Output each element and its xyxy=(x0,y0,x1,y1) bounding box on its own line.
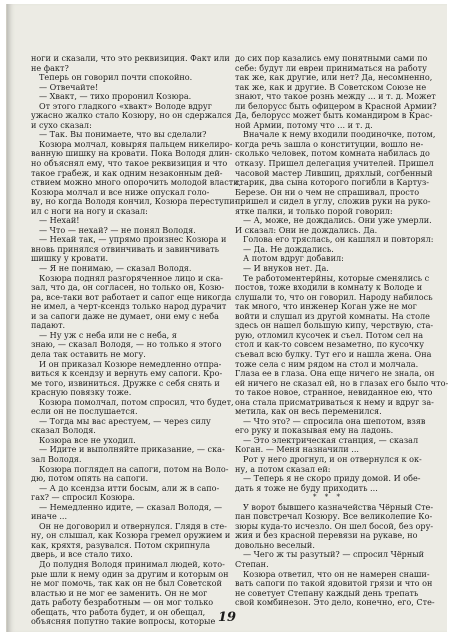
text-line: красную повязку тоже. xyxy=(31,387,132,398)
text-line: ли белорусс быть офицером в Красной Армии? xyxy=(235,100,437,111)
text-line: дю, потом опять на сапоги. xyxy=(31,473,149,484)
text-line: так же, как и другие. В Советском Союзе не xyxy=(235,81,427,92)
section-divider-stars: * * * xyxy=(313,493,343,502)
text-line: отказу. Пришел делегация учителей. Пришел xyxy=(235,158,434,169)
text-line: гах? — спросил Козюра. xyxy=(31,492,136,503)
text-line: знаю, — сказал Володя, — но только я этого xyxy=(31,339,222,350)
text-line: так много, что инженер Коган уже не мог xyxy=(235,301,417,312)
text-line: стол и как-то совсем незаметно, по кусочку xyxy=(235,339,424,350)
text-line: ей ничего не сказал ей, но в глазах его было что- xyxy=(235,377,449,388)
text-line: Козюра поднял разгоряченное лицо и ска- xyxy=(39,272,223,283)
text-line: рую, отломил кусочек и съел. Потом сел на xyxy=(235,329,424,340)
text-line: не мог помочь, так как он не был Советской xyxy=(31,578,222,589)
text-line: — Это электрическая станция, — сказал xyxy=(243,434,419,445)
text-line: — Идите и выполняйте приказание, — ска- xyxy=(39,444,225,455)
text-line: довольно веселый. xyxy=(235,539,315,550)
text-line: Козюра молчал и все ниже опускал голо- xyxy=(31,186,210,197)
text-line: когда речь зашла о конституции, вошло не- xyxy=(235,138,424,149)
text-line: его руку и показывая ему на ладонь. xyxy=(235,425,394,436)
text-line: постов, тоже входили в комнату к Володе и xyxy=(235,282,423,293)
text-line: — Теперь я не скоро приду домой. И обе- xyxy=(243,473,421,484)
text-line: Козюра поглядел на сапоги, потом на Воло- xyxy=(39,463,229,474)
text-line: Козюра ответил, что он не намерен снаши- xyxy=(243,568,430,579)
text-line: жия и без красной перевязи на рукаве, но xyxy=(235,530,418,541)
text-line: От этого гладкого «хвакт» Володе вдруг xyxy=(39,100,212,111)
text-line: сказал Володя. xyxy=(31,425,96,436)
text-line: пришел и сидел в углу, сложив руки на руко- xyxy=(235,196,431,207)
text-line: — Отвечайте! xyxy=(39,81,99,92)
text-line: ву, но когда Володя кончил, Козюра переступи- xyxy=(31,196,238,207)
text-line: До полудня Володя принимал людей, кото- xyxy=(39,558,225,569)
text-line: Рот у него дрогнул, и он отвернулся к ок- xyxy=(243,453,422,464)
text-line: — Нехай! xyxy=(39,215,80,226)
text-line: ме того, извиниться. Дружке с себя снять и xyxy=(31,377,220,388)
text-line: и за сапоги даже не думает, они ему с неба xyxy=(31,310,219,321)
text-line: Березе. Он ни о чем не спрашивал, просто xyxy=(235,186,420,197)
text-line: И сказал: Они не дождались. Да. xyxy=(235,224,378,235)
text-line: ной Армии, потому что ... и т. д. xyxy=(235,119,373,130)
text-line: — И внуков нет. Да. xyxy=(243,263,329,274)
text-line: себе: будут ли евреи приниматься на работу xyxy=(235,62,427,73)
text-line: дела так оставить не могу. xyxy=(31,348,146,359)
text-line: иначе ... xyxy=(31,511,68,522)
text-line: шишку у кровати. xyxy=(31,253,109,264)
text-line: Голова его тряслась, он кашлял и повторял: xyxy=(243,234,434,245)
text-line: вать сапоги по такой ядовитой грязи и что он xyxy=(235,578,433,589)
text-line: до сих пор казались ему понятными сами по xyxy=(235,53,428,63)
text-line: ра, все-таки вот работает и сапог еще никогда xyxy=(31,291,232,302)
text-line: — Так. Вы понимаете, что вы сделали? xyxy=(39,129,207,140)
text-line: А потом вдруг добавил: xyxy=(243,253,344,264)
text-line: не советует Степану каждый день трепать xyxy=(235,587,419,598)
text-line: дверь, и все стало тихо. xyxy=(31,549,133,560)
text-line: Теперь он говорил почти спокойно. xyxy=(39,72,193,83)
text-line: вновь принялся отвинчивать и завинчивать xyxy=(31,243,220,254)
text-line: Козюра молчал, ковыряя пальцем никелиро- xyxy=(39,138,233,149)
text-line: ноги и сказали, что это реквизиция. Факт или xyxy=(31,53,230,63)
text-line: метила, как он весь переменился. xyxy=(235,406,382,417)
text-line: так же, как другие, или нет? Да, несомненно, xyxy=(235,72,433,83)
text-line: ил с ноги на ногу и сказал: xyxy=(31,205,148,216)
text-line: — Тогда мы вас арестуем, — через силу xyxy=(39,415,211,426)
text-line: дать работу безработным — он мог только xyxy=(31,597,214,608)
text-line: — Чего ж ты разутый? — спросил Чёрный xyxy=(243,549,425,560)
text-line: — Немедленно идите, — сказал Володя, — xyxy=(39,501,223,512)
text-line: зюры куда-то исчезло. Он шел босой, без ору- xyxy=(235,520,434,531)
text-line: здесь он нашел большую кипу, черствую, ста- xyxy=(235,320,434,331)
text-line: Козюра все не уходил. xyxy=(39,434,136,445)
text-line: — Что это? — спросила она шепотом, взяв xyxy=(243,415,426,426)
text-line: властью и не мог ее заменить. Он не мог xyxy=(31,587,208,598)
text-line: И он приказал Козюре немедленно отпра- xyxy=(39,358,222,369)
text-line: сколько человек, потом комната набилась до xyxy=(235,148,430,159)
text-line: не факт? xyxy=(31,62,69,73)
text-line: Те работоментерйны, которые сменялись с xyxy=(243,272,430,283)
text-line: как, кряхтя, разувался. Потом скрипнула xyxy=(31,539,211,550)
text-line: знают, что такое рознь между ... и т. д. Может xyxy=(235,91,436,102)
text-line: — Ну уж с неба или не с неба, я xyxy=(39,329,177,340)
text-line: пан повстречал Козюру. Все великолепие Ко- xyxy=(235,511,433,522)
text-line: ужасно жалко стало Козюру, но он сдержался xyxy=(31,110,232,121)
text-line: Глаза ее в глаза. Она еще ничего не знала, он xyxy=(235,368,435,379)
text-line: У ворот бывшего казначейства Чёрный Сте- xyxy=(243,501,434,512)
text-line: — Что — нехай? — не понял Володя. xyxy=(39,224,196,235)
text-line: обещать, что работа будет, и он обещал, xyxy=(31,606,206,617)
text-line: — Нехай так, — упрямо произнес Козюра и xyxy=(39,234,227,245)
text-line: дать я тоже не буду приходить ... xyxy=(235,482,378,493)
text-line: часовой мастер Лившиц, дряхлый, согбенный xyxy=(235,167,433,178)
text-line: ванную шишку на кровати. Пока Володя длин- xyxy=(31,148,233,159)
text-line: свой комбинезон. Это дело, конечно, его, Сте- xyxy=(235,597,435,608)
text-line: ну, он слышал, как Козюра гремел оружием и xyxy=(31,530,231,541)
text-line: но объяснял ему, что такое реквизиция и что xyxy=(31,158,228,169)
text-line: Он не договорил и отвернулся. Глядя в сте- xyxy=(39,520,227,531)
right-text-column xyxy=(235,53,449,608)
text-line: Вначале к нему входили поодиночке, потом, xyxy=(243,129,436,140)
text-line: Коган. — Меня назначили ... xyxy=(235,444,359,455)
text-line: она стала присматриваться к нему и вдруг за- xyxy=(235,396,434,407)
text-line: — А, може, не дождались. Они уже умерли. xyxy=(243,215,432,226)
text-line: зал, что да, он согласен, но только он, Козю- xyxy=(31,282,225,293)
text-line: падают. xyxy=(31,320,66,331)
text-line: — Хвакт, — тихо проронил Козюра. xyxy=(39,91,192,102)
text-line: виться к ксендзу и вернуть ему сапоги. Кро- xyxy=(31,368,223,379)
text-line: тоже села с ним рядом на стол и молчала. xyxy=(235,358,419,369)
text-line: — А до ксендза итти босым, али ж в сапо- xyxy=(39,482,220,493)
text-line: ну, а потом сказал ей: xyxy=(235,463,331,474)
text-line: ятке палки, и только порой говорил: xyxy=(235,205,393,216)
text-line: не имел, а черт-ксендз только народ дурачит xyxy=(31,301,227,312)
text-line: ствием можно много опорочить молодой власти, xyxy=(31,177,242,188)
text-line: войти и слушал из другой комнаты. На столе xyxy=(235,310,430,321)
text-line: — Я не понимаю, — сказал Володя. xyxy=(39,263,192,274)
text-line: зал Володя. xyxy=(31,453,82,464)
text-line: съевал всю булку. Тут его и нашла жена. Она xyxy=(235,348,432,359)
text-line: и сухо сказал: xyxy=(31,119,92,130)
book-page xyxy=(6,4,447,632)
text-line: такое грабеж, и как одним незаконным дей- xyxy=(31,167,223,178)
text-line: если он не послушается. xyxy=(31,406,138,417)
text-line: Да, белорусс может быть командиром в Крас- xyxy=(235,110,433,121)
text-line: слушали то, что он говорил. Народу набилось xyxy=(235,291,433,302)
text-line: рые шли к нему один за другим и которым он xyxy=(31,568,229,579)
text-line: старик, два сына которого погибли в Картуз- xyxy=(235,177,430,188)
page-number: 19 xyxy=(217,610,237,625)
text-line: объясняя попутно такие вопросы, которые xyxy=(31,616,216,627)
text-line: — Да. Не дождались. xyxy=(243,243,334,254)
text-line: Козюра помолчал, потом спросил, что будет, xyxy=(39,396,234,407)
text-line: то такое новое, странное, невиданное ею, что xyxy=(235,387,433,398)
text-line: Степан. xyxy=(235,558,269,569)
